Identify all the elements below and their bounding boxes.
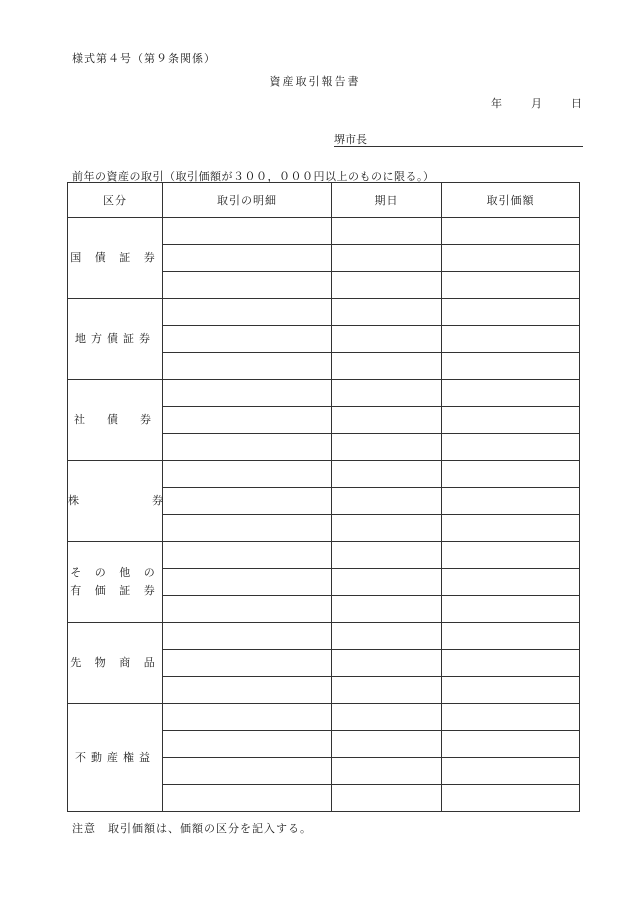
- details-cell[interactable]: [163, 272, 332, 299]
- table-row: [68, 461, 580, 488]
- date-month-label: 月: [531, 97, 542, 110]
- table-row: [68, 218, 580, 245]
- amount-cell[interactable]: [442, 785, 580, 812]
- date-cell[interactable]: [332, 650, 442, 677]
- amount-cell[interactable]: [442, 380, 580, 407]
- table-row: [68, 623, 580, 650]
- details-cell[interactable]: [163, 299, 332, 326]
- details-cell[interactable]: [163, 488, 332, 515]
- table-row: [68, 542, 580, 569]
- amount-cell[interactable]: [442, 731, 580, 758]
- amount-cell[interactable]: [442, 515, 580, 542]
- details-cell[interactable]: [163, 380, 332, 407]
- date-cell[interactable]: [332, 677, 442, 704]
- amount-cell[interactable]: [442, 218, 580, 245]
- details-cell[interactable]: [163, 704, 332, 731]
- date-day-label: 日: [571, 97, 582, 110]
- header-category: 区分: [68, 183, 163, 218]
- details-cell[interactable]: [163, 407, 332, 434]
- amount-cell[interactable]: [442, 758, 580, 785]
- amount-cell[interactable]: [442, 434, 580, 461]
- category-label: 株 券: [68, 461, 163, 542]
- amount-cell[interactable]: [442, 596, 580, 623]
- date-cell[interactable]: [332, 785, 442, 812]
- addressee-line: [334, 131, 583, 147]
- category-label: 国 債 証 券: [68, 218, 163, 299]
- date-cell[interactable]: [332, 596, 442, 623]
- date-cell[interactable]: [332, 542, 442, 569]
- category-label: そ の 他 の 有 価 証 券: [68, 542, 163, 623]
- amount-cell[interactable]: [442, 677, 580, 704]
- date-cell[interactable]: [332, 461, 442, 488]
- details-cell[interactable]: [163, 677, 332, 704]
- date-cell[interactable]: [332, 299, 442, 326]
- amount-cell[interactable]: [442, 542, 580, 569]
- details-cell[interactable]: [163, 731, 332, 758]
- header-details: 取引の明細: [163, 183, 332, 218]
- note: 注意 取引価額は、価額の区分を記入する。: [72, 822, 312, 835]
- details-cell[interactable]: [163, 353, 332, 380]
- date-cell[interactable]: [332, 704, 442, 731]
- amount-cell[interactable]: [442, 650, 580, 677]
- amount-cell[interactable]: [442, 488, 580, 515]
- amount-cell[interactable]: [442, 407, 580, 434]
- category-label: 地方債証券: [68, 299, 163, 380]
- details-cell[interactable]: [163, 542, 332, 569]
- amount-cell[interactable]: [442, 353, 580, 380]
- amount-cell[interactable]: [442, 272, 580, 299]
- details-cell[interactable]: [163, 434, 332, 461]
- amount-cell[interactable]: [442, 326, 580, 353]
- date-cell[interactable]: [332, 515, 442, 542]
- header-date: 期日: [332, 183, 442, 218]
- date-year-label: 年: [491, 97, 502, 110]
- table-caption: 前年の資産の取引（取引価額が３００，０００円以上のものに限る。）: [72, 170, 435, 183]
- date-cell[interactable]: [332, 272, 442, 299]
- addressee: 堺市長: [334, 133, 367, 146]
- document-title: 資産取引報告書: [269, 75, 361, 88]
- date-cell[interactable]: [332, 218, 442, 245]
- amount-cell[interactable]: [442, 704, 580, 731]
- details-cell[interactable]: [163, 326, 332, 353]
- details-cell[interactable]: [163, 650, 332, 677]
- details-cell[interactable]: [163, 758, 332, 785]
- transaction-table: [67, 182, 580, 812]
- amount-cell[interactable]: [442, 623, 580, 650]
- table-row: [68, 299, 580, 326]
- category-label: 先 物 商 品: [68, 623, 163, 704]
- header-amount: 取引価額: [442, 183, 580, 218]
- amount-cell[interactable]: [442, 299, 580, 326]
- date-cell[interactable]: [332, 380, 442, 407]
- date-cell[interactable]: [332, 326, 442, 353]
- date-cell[interactable]: [332, 245, 442, 272]
- table-header-row: [68, 183, 580, 218]
- details-cell[interactable]: [163, 461, 332, 488]
- details-cell[interactable]: [163, 515, 332, 542]
- details-cell[interactable]: [163, 623, 332, 650]
- details-cell[interactable]: [163, 596, 332, 623]
- amount-cell[interactable]: [442, 569, 580, 596]
- category-label: 不動産権益: [68, 704, 163, 812]
- date-cell[interactable]: [332, 569, 442, 596]
- date-cell[interactable]: [332, 407, 442, 434]
- date-cell[interactable]: [332, 488, 442, 515]
- date-cell[interactable]: [332, 434, 442, 461]
- date-cell[interactable]: [332, 623, 442, 650]
- form-number: 様式第４号（第９条関係）: [72, 52, 216, 65]
- table-row: [68, 380, 580, 407]
- date-cell[interactable]: [332, 353, 442, 380]
- category-label: 社 債 券: [68, 380, 163, 461]
- details-cell[interactable]: [163, 569, 332, 596]
- date-cell[interactable]: [332, 731, 442, 758]
- amount-cell[interactable]: [442, 461, 580, 488]
- details-cell[interactable]: [163, 785, 332, 812]
- details-cell[interactable]: [163, 245, 332, 272]
- date-cell[interactable]: [332, 758, 442, 785]
- table-row: [68, 704, 580, 731]
- details-cell[interactable]: [163, 218, 332, 245]
- amount-cell[interactable]: [442, 245, 580, 272]
